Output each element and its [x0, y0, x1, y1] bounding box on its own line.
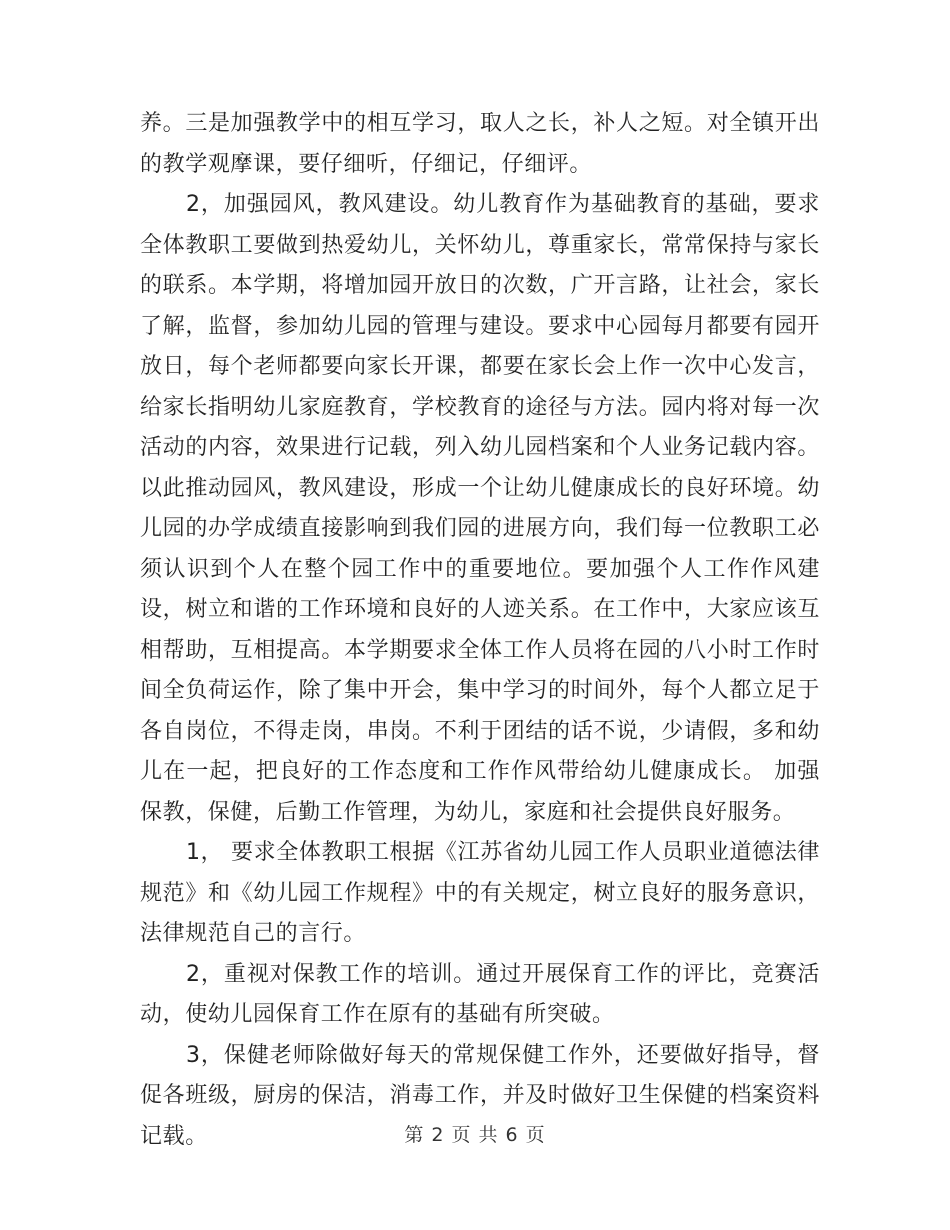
paragraph-kindergarten-style: 2，加强园风，教风建设。幼儿教育作为基础教育的基础，要求全体教职工要做到热爱幼儿，关怀幼儿，尊重家长，常常保持与家长的联系。本学期，将增加园开放日的次数，广开言路，让社会，家长了解，监督，参加幼儿园的管理与建设。要求中心园每月都要有园开放日，每个老师都要向家长开课，都要在家长会上作一次中心发言，给家长指明幼儿家庭教育，学校教育的途径与方法。园内将对每一次活动的内容，效果进行记载，列入幼儿园档案和个人业务记载内容。以此推动园风，教风建设，形成一个让幼儿健康成长的良好环境。幼儿园的办学成绩直接影响到我们园的进展方向，我们每一位教职工必须认识到个人在整个园工作中的重要地位。要加强个人工作作风建设，树立和谐的工作环境和良好的人迹关系。在工作中，大家应该互相帮助，互相提高。本学期要求全体工作人员将在园的八小时工作时间全负荷运作，除了集中开会，集中学习的时间外，每个人都立足于各自岗位，不得走岗，串岗。不利于团结的话不说，少请假，多和幼儿在一起，把良好的工作态度和工作作风带给幼儿健康成长。 加强保教，保健，后勤工作管理，为幼儿，家庭和社会提供良好服务。 — [140, 192, 820, 825]
page-number-footer: 第 2 页 共 6 页 — [404, 1124, 546, 1146]
document-body — [140, 104, 820, 1157]
paragraph-item-3: 3，保健老师除做好每天的常规保健工作外，还要做好指导，督促各班级，厨房的保洁，消毒工作，并及时做好卫生保健的档案资料记载。 — [140, 1042, 820, 1149]
paragraph-item-1: 1， 要求全体教职工根据《江苏省幼儿园工作人员职业道德法律规范》和《幼儿园工作规程》中的有关规定，树立良好的服务意识，法律规范自己的言行。 — [140, 840, 820, 946]
paragraph-continuation: 养。三是加强教学中的相互学习，取人之长，补人之短。对全镇开出的教学观摩课，要仔细听，仔细记，仔细评。 — [140, 111, 820, 177]
paragraph-item-2: 2，重视对保教工作的培训。通过开展保育工作的评比，竞赛活动，使幼儿园保育工作在原有的基础有所突破。 — [140, 961, 820, 1027]
